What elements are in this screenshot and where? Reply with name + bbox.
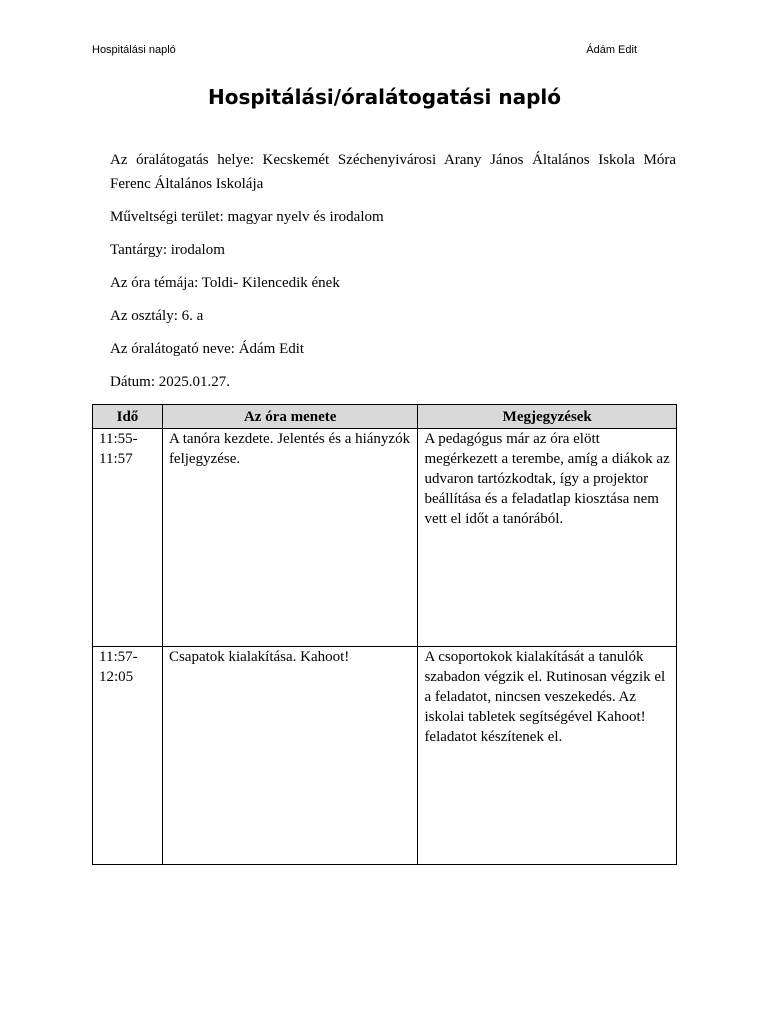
lesson-log-table — [92, 404, 677, 865]
cell-time: 11:57- 12:05 — [93, 647, 163, 865]
table-header-row — [93, 405, 677, 429]
subject: Tantárgy: irodalom — [110, 242, 225, 258]
document-title: Hospitálási/óralátogatási napló — [207, 85, 562, 109]
cell-notes: A csoportokok kialakítását a tanulók szabadon végzik el. Rutinosan végzik el a feladatot, nincsen veszekedés. Az iskolai tabletek segítségével Kahoot! feladatot készítenek el. — [418, 647, 677, 865]
table-row — [93, 647, 677, 865]
column-header-lesson-flow: Az óra menete — [162, 405, 418, 429]
column-header-notes: Megjegyzések — [418, 405, 677, 429]
cell-lesson-flow: A tanóra kezdete. Jelentés és a hiányzók feljegyzése. — [162, 429, 418, 647]
cell-time: 11:55- 11:57 — [93, 429, 163, 647]
cell-notes: A pedagógus már az óra elött megérkezett a terembe, amíg a diákok az udvaron tartózkodtak, így a projektor beállítása és a feladatlap kiosztása nem vett el időt a tanórából. — [418, 429, 677, 647]
subject-area: Műveltségi terület: magyar nyelv és irodalom — [110, 209, 384, 225]
visitor-name: Az óralátogató neve: Ádám Edit — [110, 341, 305, 357]
column-header-time: Idő — [93, 405, 163, 429]
visit-info — [110, 148, 676, 403]
lesson-topic: Az óra témája: Toldi- Kilencedik ének — [110, 275, 340, 291]
header-author: Ádám Edit — [586, 44, 637, 56]
class-name: Az osztály: 6. a — [110, 308, 204, 324]
table-row — [93, 429, 677, 647]
cell-lesson-flow: Csapatok kialakítása. Kahoot! — [162, 647, 418, 865]
visit-date: Dátum: 2025.01.27. — [110, 374, 230, 390]
header-document-name: Hospitálási napló — [92, 44, 176, 56]
page-header — [92, 42, 637, 58]
visit-location: Az óralátogatás helye: Kecskemét Széchenyivárosi Arany János Általános Iskola Móra Ferenc Általános Iskolája — [110, 152, 676, 192]
